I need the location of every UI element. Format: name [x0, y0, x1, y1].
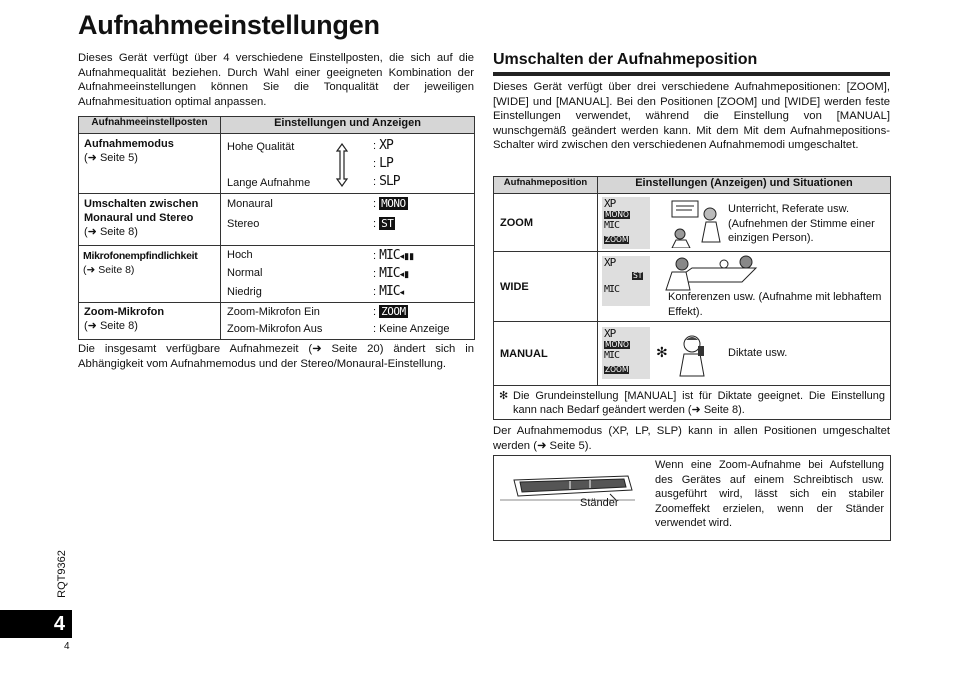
zoom-display-icon: ZOOM: [605, 365, 629, 374]
zoom-display-icon: ZOOM: [381, 305, 406, 318]
page-tab: 4: [0, 610, 72, 638]
arrow-icon: ➜: [87, 152, 97, 164]
position-description: Diktate usw.: [728, 347, 788, 359]
row-label: Mikrofonempfindlichkeit: [83, 250, 198, 262]
xp-display-icon: XP: [604, 327, 616, 340]
row-label: Zoom-Mikrofon: [84, 306, 165, 318]
table-row: Aufnahmemodus (➜ Seite 5) Hohe Qualität Lange Aufnahme : XP : LP : SLP: [79, 134, 475, 194]
settings-table: [78, 116, 475, 340]
mono-display-icon: MONO: [605, 340, 629, 349]
asterisk-icon: ✻: [656, 344, 668, 360]
table-row: Mikrofonempfindlichkeit (➜ Seite 8) Hoch Normal Niedrig : MIC◂▮▮ : MIC◂▮ : MIC◂: [79, 246, 475, 303]
table-header-col2: Einstellungen (Anzeigen) und Situationen: [598, 177, 891, 194]
display-preview: [602, 256, 650, 306]
mic-high-icon: MIC: [379, 248, 400, 263]
table-row: [494, 322, 891, 386]
setting-name: Lange Aufnahme: [227, 177, 311, 189]
document-code: RQT9362: [55, 550, 68, 598]
page-ref: Seite 8): [98, 264, 135, 276]
mic-display-icon: MIC: [604, 284, 620, 295]
mono-display-icon: MONO: [381, 197, 406, 210]
page-number: 4: [64, 641, 70, 652]
page-ref: Seite 8): [99, 320, 138, 332]
page-title: Aufnahmeeinstellungen: [78, 10, 380, 40]
section-title: Umschalten der Aufnahmeposition: [493, 51, 890, 76]
lp-display-icon: LP: [379, 156, 393, 171]
intro-paragraph: Dieses Gerät verfügt über 4 verschiedene Einstellposten, die sich auf die Aufnahmequalität beziehen. Durch Wahl einer geeigneten Kombination der Aufnahmeeinstellungen können Sie die Tonqualität der jeweiligen Aufnahmesituation optimal anpassen.: [78, 52, 474, 108]
xp-display-icon: XP: [604, 197, 616, 210]
xp-display-icon: XP: [604, 256, 616, 269]
slp-display-icon: SLP: [379, 174, 400, 189]
table-row: Umschalten zwischen Monaural und Stereo (➜ Seite 8) Monaural Stereo : MONO : ST: [79, 194, 475, 246]
section-intro: Dieses Gerät verfügt über drei verschiedene Aufnahmepositionen: [ZOOM], [WIDE] und [MANUAL]. Bei den Positionen [ZOOM] und [WIDE] werden feste Einstellungen verwendet, während die Einstellung von [MANUAL] wunschgemäß geändert werden kann. Mit dem Mit dem Aufnahmepositions-Schalter wird zwischen den verschiedenen Aufnahmemodi umgeschaltet.: [493, 81, 890, 152]
setting-name: Hoch: [227, 249, 253, 261]
st-display-icon: ST: [633, 271, 643, 280]
mic-display-icon: MIC: [604, 350, 620, 361]
footnote-text: Die Grundeinstellung [MANUAL] ist für Diktate geeignet. Die Einstellung kann nach Bedarf geändert werden (➜ Seite 8).: [513, 390, 885, 416]
table-header-col2: Einstellungen und Anzeigen: [221, 117, 475, 134]
recording-time-note: Die insgesamt verfügbare Aufnahmezeit (➜ Seite 20) ändert sich in Abhängigkeit vom Aufnahmemodus und der Stereo/Monaural-Einstellung.: [78, 343, 474, 370]
setting-name: Stereo: [227, 218, 260, 230]
position-label: WIDE: [494, 252, 598, 322]
row-label: Umschalten zwischen Monaural und Stereo: [84, 198, 199, 224]
table-header-col1: Aufnahmeeinstellposten: [79, 117, 221, 134]
setting-name: Zoom-Mikrofon Ein: [227, 306, 320, 318]
stand-caption: Ständer: [580, 497, 619, 509]
xp-display-icon: XP: [379, 138, 393, 153]
setting-name: Hohe Qualität: [227, 141, 295, 153]
zoom-display-icon: ZOOM: [605, 235, 629, 244]
table-row: Zoom-Mikrofon (➜ Seite 8) Zoom-Mikrofon Ein Zoom-Mikrofon Aus : ZOOM : Keine Anzeige: [79, 303, 475, 340]
setting-name: Zoom-Mikrofon Aus: [227, 323, 323, 335]
stand-description: Wenn eine Zoom-Aufnahme bei Aufstellung des Gerätes auf einem Schreibtisch usw. ausgeführt wird, lässt sich ein stabiler Zoomeffekt erzielen, wenn der Ständer verwendet wird.: [655, 459, 884, 530]
display-preview: [602, 327, 650, 379]
setting-name: Normal: [227, 267, 263, 279]
row-label: Aufnahmemodus: [84, 138, 174, 150]
asterisk-icon: ✻: [499, 390, 509, 402]
dictation-illustration-icon: [672, 332, 712, 378]
position-label: ZOOM: [494, 194, 598, 252]
stand-info-box: [493, 455, 891, 541]
arrow-icon: ➜: [87, 320, 97, 332]
mic-low-icon: MIC: [379, 284, 400, 299]
position-description: Unterricht, Referate usw. (Aufnehmen der Stimme einer einzigen Person).: [728, 203, 875, 244]
position-description: Konferenzen usw. (Aufnahme mit lebhaftem Effekt).: [668, 291, 882, 318]
no-display-text: Keine Anzeige: [379, 323, 450, 335]
position-table: [493, 176, 891, 420]
position-label: MANUAL: [494, 322, 598, 386]
page-ref: Seite 8): [99, 226, 138, 238]
lecture-illustration-icon: [666, 198, 726, 248]
page-ref: Seite 5): [99, 152, 138, 164]
mode-switch-note: Der Aufnahmemodus (XP, LP, SLP) kann in allen Positionen umgeschaltet werden (➜ Seite 5).: [493, 425, 890, 452]
mic-normal-icon: MIC: [379, 266, 400, 281]
table-row: [494, 386, 891, 420]
setting-name: Monaural: [227, 198, 273, 210]
table-header-col1: Aufnahmeposition: [494, 177, 598, 194]
display-preview: [602, 197, 650, 249]
mic-display-icon: MIC: [604, 220, 620, 231]
table-row: [494, 194, 891, 252]
conference-illustration-icon: [664, 254, 759, 292]
arrow-icon: ➜: [86, 264, 96, 276]
mono-display-icon: MONO: [605, 210, 629, 219]
st-display-icon: ST: [381, 217, 394, 230]
setting-name: Niedrig: [227, 286, 262, 298]
arrow-icon: ➜: [87, 226, 97, 238]
double-arrow-icon: [335, 143, 349, 187]
table-row: [494, 252, 891, 322]
